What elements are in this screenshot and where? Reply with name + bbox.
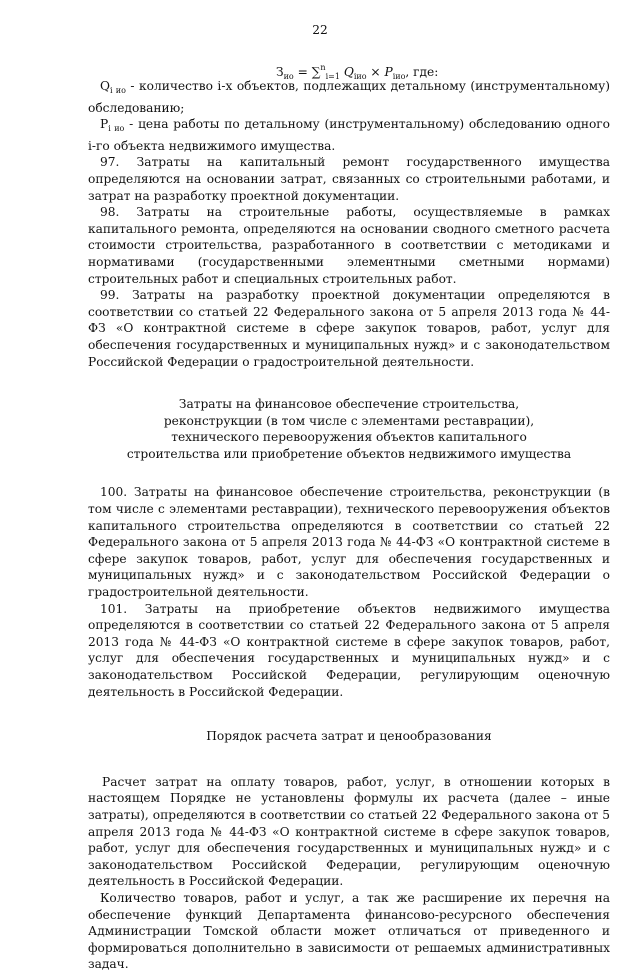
paragraph-99: 99. Затраты на разработку проектной документации определяются в соответствии со статьей 22 Федерального закона от 5 апреля 2013 года № 44-ФЗ «О контрактной системе в сфере закупок товаров, работ, услуг для обеспечения государственных и муниципальных нужд» и с законодательством Российской Федерации о градостроительной деятельности.	[88, 288, 610, 369]
section-heading-financing-line-4: строительства или приобретение объектов недвижимого имущества	[126, 446, 572, 461]
def-p-symbol: P	[100, 117, 109, 132]
paragraph-quantity: Количество товаров, работ и услуг, а так же расширение их перечня на обеспечение функций Департамента финансово-ресурсного обеспечения Администрации Томской области может отличаться от приведенного и формироваться дополнительно в зависимости от решаемых административных задач.	[88, 890, 610, 972]
formula-sum: ∑	[311, 65, 321, 79]
page-content	[88, 78, 610, 973]
formula-p: P	[384, 65, 393, 79]
formula-lhs-sub: ио	[283, 72, 294, 81]
formula-sum-sub: i=1	[325, 72, 340, 81]
def-p-text: - цена работы по детальному (инструментальному) обследованию одного i-го объекта недвижимого имущества.	[88, 117, 611, 153]
paragraph-101: 101. Затраты на приобретение объектов недвижимого имущества определяются в соответствии со статьей 22 Федерального закона от 5 апреля 2013 года № 44-ФЗ «О контрактной системе в сфере закупок товаров, работ, услуг для обеспечения государственных и муниципальных нужд» и с законодательством Российской Федерации, регулирующим оценочную деятельность в Российской Федерации.	[88, 601, 610, 699]
def-q-sub: i ио	[110, 86, 126, 95]
paragraph-100: 100. Затраты на финансовое обеспечение строительства, реконструкции (в том числе с элементами реставрации), технического перевооружения объектов капитального строительства определяются в соответствии со статьей 22 Федерального закона от 5 апреля 2013 года № 44-ФЗ «О контрактной системе в сфере закупок товаров, работ, услуг для обеспечения государственных и муниципальных нужд» и с законодательством Российской Федерации о градостроительной деятельности.	[88, 485, 610, 600]
formula-q: Q	[343, 65, 354, 79]
formula-sum-sup: n	[320, 63, 326, 72]
paragraph-98: 98. Затраты на строительные работы, осуществляемые в рамках капитального ремонта, определяются на основании сводного сметного расчета стоимости строительства, разработанного в соответствии с методиками и нормативами (государственными элементными сметными нормами) строительных работ и специальных строительных работ.	[88, 205, 610, 286]
section-heading-financing-line-3: технического перевооружения объектов капитального	[171, 430, 527, 445]
definition-p	[88, 116, 610, 154]
def-q-symbol: Q	[100, 79, 110, 93]
formula-times: ×	[366, 65, 385, 79]
def-p-sub: i ио	[108, 124, 125, 134]
page-number: 22	[312, 23, 328, 37]
section-heading-financing-line-2: реконструкции (в том числе с элементами реставрации),	[163, 413, 535, 428]
section-heading-financing-line-1: Затраты на финансовое обеспечение строительства,	[178, 397, 520, 412]
formula-q-sub: iио	[353, 72, 367, 81]
paragraph-other-costs: Расчет затрат на оплату товаров, работ, услуг, в отношении которых в настоящем Порядке не установлены формулы их расчета (далее – иные затраты), определяются в соответствии со статьей 22 Федерального закона от 5 апреля 2013 года № 44-ФЗ «О контрактной системе в сфере закупок товаров, работ, услуг для обеспечения государственных и муниципальных нужд» и с законодательством Российской Федерации, регулирующим оценочную деятельность в Российской Федерации.	[88, 774, 610, 889]
def-q-text: - количество i-х объектов, подлежащих детальному (инструментальному) обследованию;	[88, 79, 611, 115]
formula-p-sub: iио	[392, 72, 406, 81]
formula-tail: , где:	[405, 65, 439, 79]
paragraph-97: 97. Затраты на капитальный ремонт государственного имущества определяются на основании затрат, связанных со строительными работами, и затрат на разработку проектной документации.	[88, 155, 610, 203]
formula-lhs: З	[276, 65, 284, 79]
section-heading-pricing: Порядок расчета затрат и ценообразования	[206, 729, 492, 744]
formula-eq: =	[293, 65, 312, 79]
definition-q	[88, 78, 610, 116]
